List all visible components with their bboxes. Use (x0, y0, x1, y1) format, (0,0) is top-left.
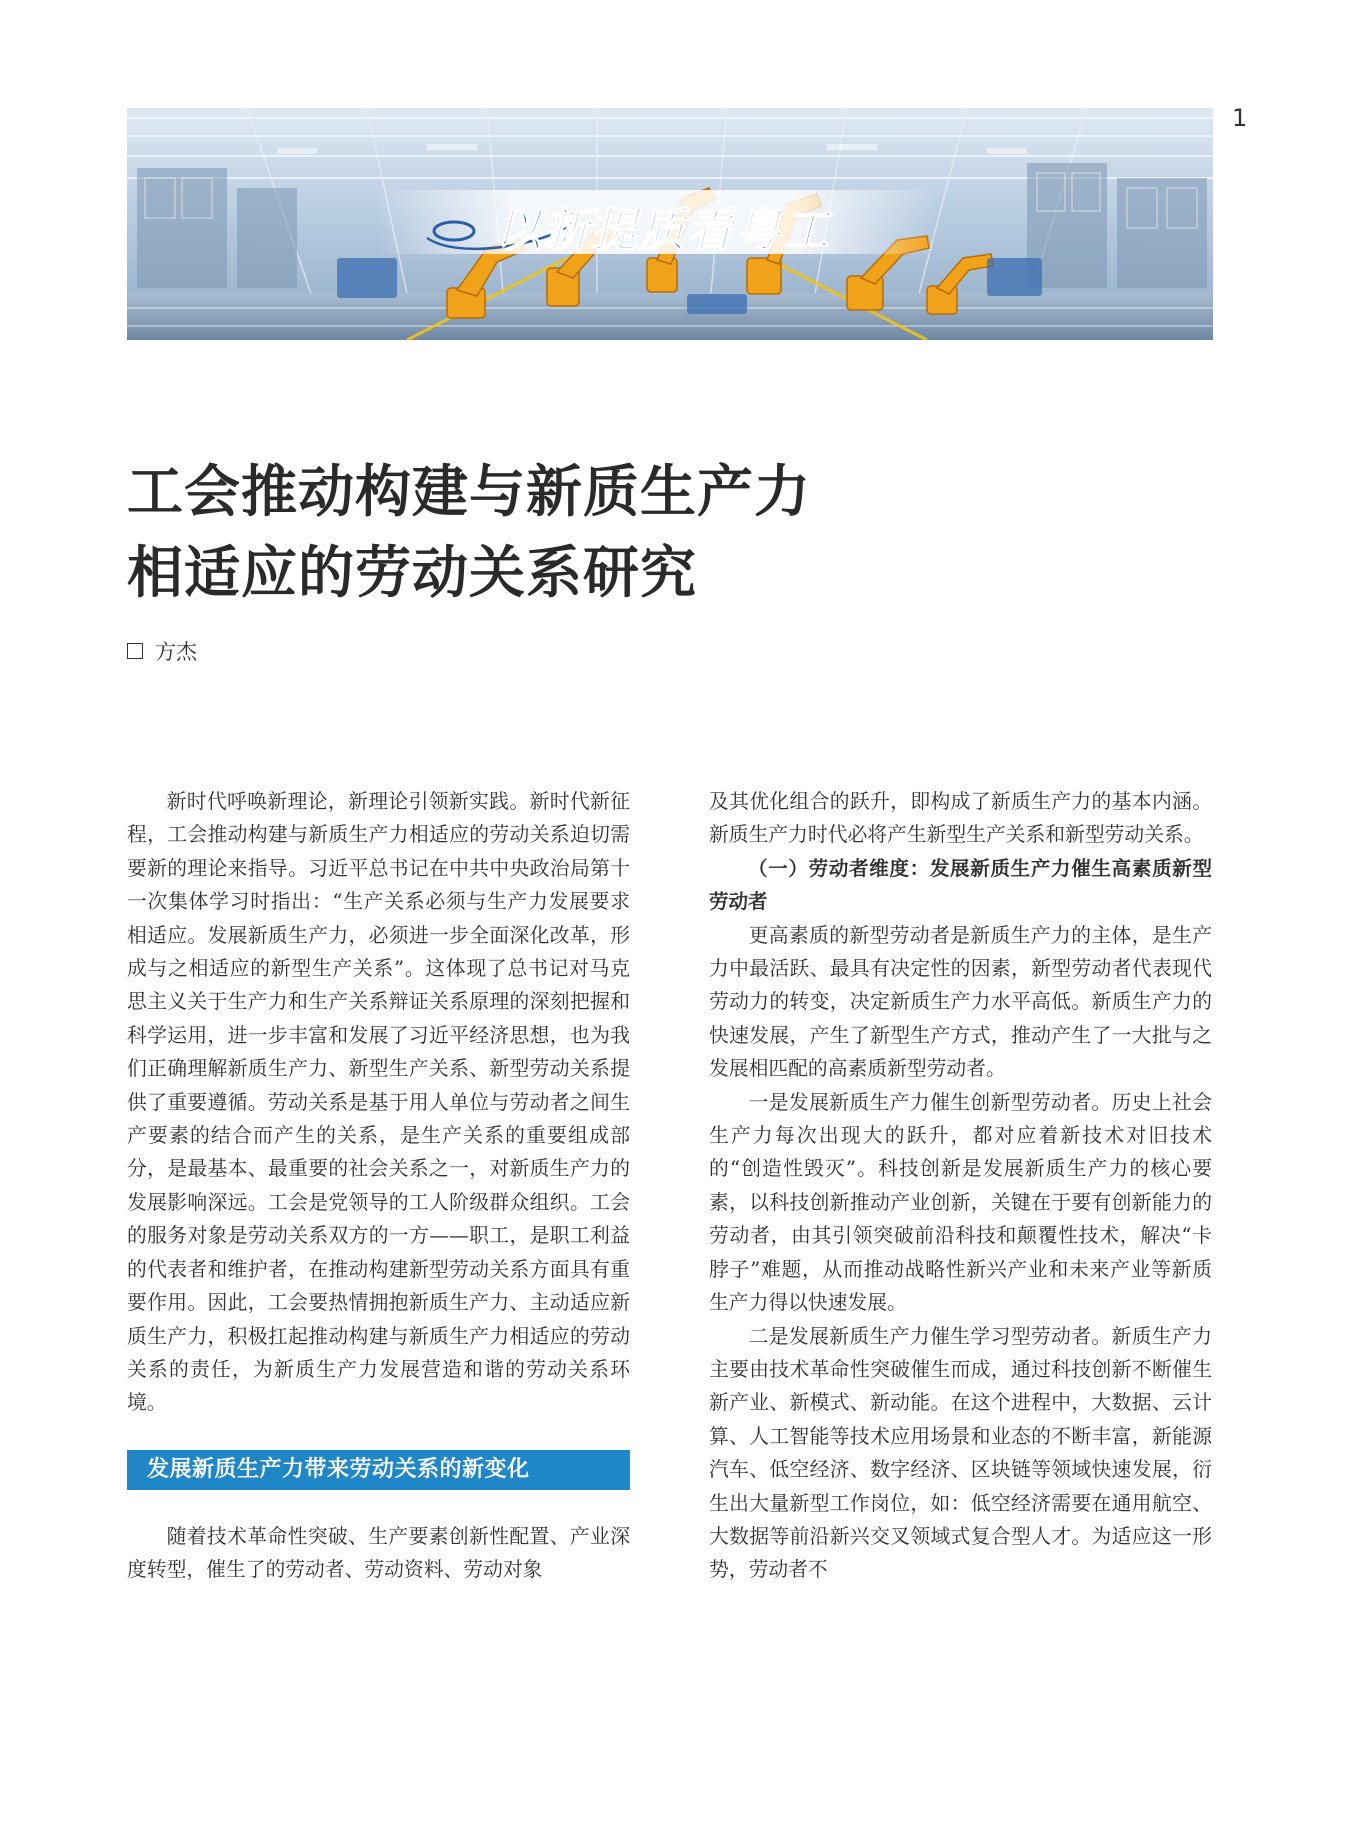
factory-banner-image (127, 108, 1213, 340)
intro-paragraph: 新时代呼唤新理论，新理论引领新实践。新时代新征程，工会推动构建与新质生产力相适应的劳动关系迫切需要新的理论来指导。习近平总书记在中共中央政治局第十一次集体学习时指出：“生产关系必须与生产力发展要求相适应。发展新质生产力，必须进一步全面深化改革，形成与之相适应的新型生产关系”。这体现了总书记对马克思主义关于生产力和生产关系辩证关系原理的深刻把握和科学运用，进一步丰富和发展了习近平经济思想，也为我们正确理解新质生产力、新型生产关系、新型劳动关系提供了重要遵循。劳动关系是基于用人单位与劳动者之间生产要素的结合而产生的关系，是生产关系的重要组成部分，是最基本、最重要的社会关系之一，对新质生产力的发展影响深远。工会是党领导的工人阶级群众组织。工会的服务对象是劳动关系双方的一方——职工，是职工利益的代表者和维护者，在推动构建新型劳动关系方面具有重要作用。因此，工会要热情拥抱新质生产力、主动适应新质生产力，积极扛起推动构建与新质生产力相适应的劳动关系的责任，为新质生产力发展营造和谐的劳动关系环境。 (127, 790, 630, 1415)
section-paragraph: 随着技术革命性突破、生产要素创新性配置、产业深度转型，催生了的劳动者、劳动资料、劳动对象 (127, 1524, 630, 1582)
square-bullet-icon (127, 643, 143, 659)
subsection-heading: （一）劳动者维度：发展新质生产力催生高素质新型劳动者 (709, 856, 1212, 914)
section-heading: 发展新质生产力带来劳动关系的新变化 (127, 1450, 630, 1490)
article-title (127, 452, 811, 614)
body-paragraph-2: 一是发展新质生产力催生创新型劳动者。历史上社会生产力每次出现大的跃升，都对应着新技术对旧技术的“创造性毁灭”。科技创新是发展新质生产力的核心要素，以科技创新推动产业创新，关键在于要有创新能力的劳动者，由其引领突破前沿科技和颠覆性技术，解决“卡脖子”难题，从而推动战略性新兴产业和未来产业等新质生产力得以快速发展。 (709, 1090, 1212, 1315)
body-paragraph-1: 更高素质的新型劳动者是新质生产力的主体，是生产力中最活跃、最具有决定性的因素，新型劳动者代表现代劳动力的转变，决定新质生产力水平高低。新质生产力的快速发展，产生了新型生产方式，推动产生了一大批与之发展相匹配的高素质新型劳动者。 (709, 923, 1212, 1081)
article-title-line-1: 工会推动构建与新质生产力 (127, 460, 811, 525)
banner-column-title: 以新提质看粤工 (495, 203, 831, 257)
header-banner (127, 108, 1213, 340)
article-title-line-2: 相适应的劳动关系研究 (127, 541, 697, 606)
body-paragraph-3: 二是发展新质生产力催生学习型劳动者。新质生产力主要由技术革命性突破催生而成，通过科技创新不断催生新产业、新模式、新动能。在这个进程中，大数据、云计算、人工智能等技术应用场景和业态的不断丰富，新能源汽车、低空经济、数字经济、区块链等领域快速发展，衍生出大量新型工作岗位，如：低空经济需要在通用航空、大数据等前沿新兴交叉领域式复合型人才。为适应这一形势，劳动者不 (709, 1324, 1212, 1582)
page-number: 1 (1232, 104, 1248, 132)
author-name: 方杰 (155, 640, 197, 664)
right-column (709, 785, 1212, 1587)
byline (127, 636, 197, 666)
left-column (127, 785, 630, 1587)
continuation-paragraph: 及其优化组合的跃升，即构成了新质生产力的基本内涵。新质生产力时代必将产生新型生产关系和新型劳动关系。 (709, 790, 1212, 847)
